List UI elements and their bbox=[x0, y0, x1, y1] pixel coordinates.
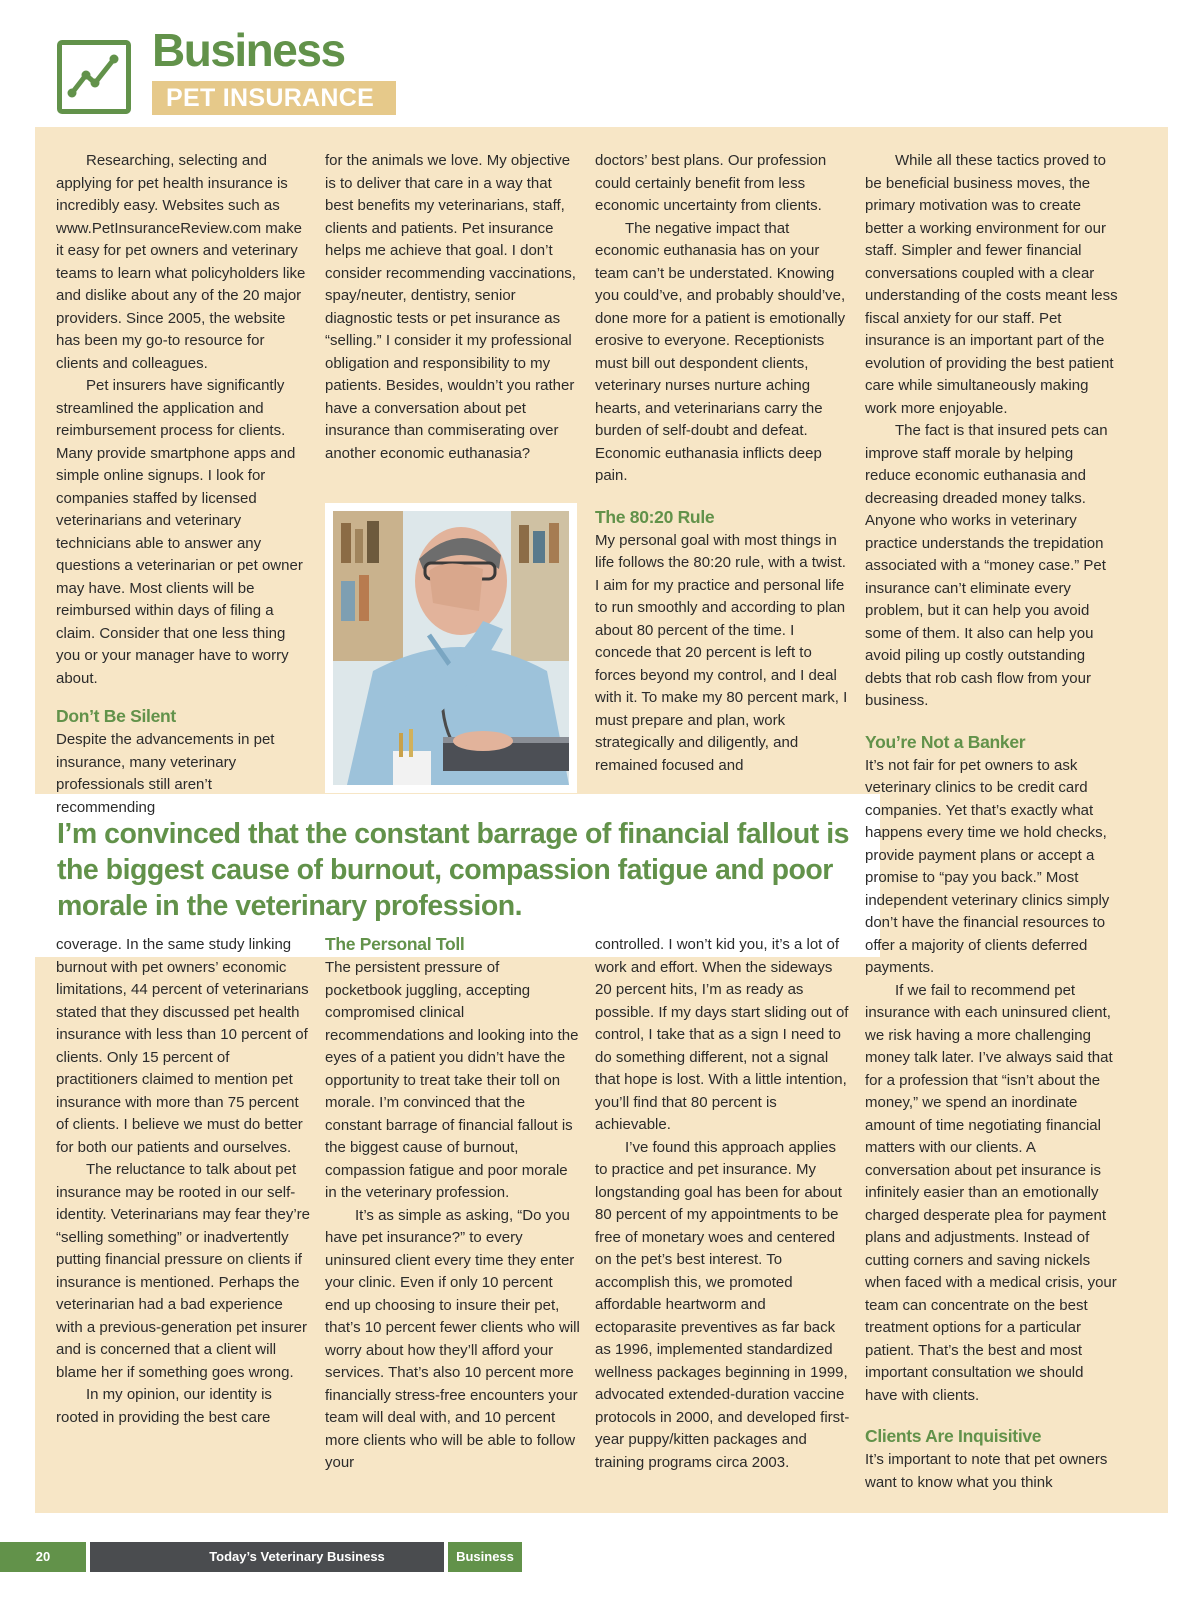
paragraph: The reluctance to talk about pet insurance may be rooted in our self-identity. Veterinarians may fear they’re “selling something” or inadvertently putting financial pressure on clients if insurance is mentioned. Perhaps the veterinarian had a bad experience with a previous-generation pet insurer and is concerned that a client will blame her if something goes wrong. bbox=[56, 1161, 311, 1381]
column-1-bottom bbox=[56, 934, 311, 1470]
paragraph: While all these tactics proved to be beneficial business moves, the primary motivation was to create better a working environment for our staff. Simpler and fewer financial conversations coupled with a clear understanding of the costs meant less fiscal anxiety for our staff. Pet insurance is an important part of the evolution of providing the best patient care while simultaneously making work more enjoyable. bbox=[865, 152, 1118, 417]
paragraph: I’ve found this approach applies to practice and pet insurance. My longstanding goal has been for about 80 percent of my appointments to be free of monetary woes and centered on the pet’s best interest. To accomplish this, we promoted affordable heartworm and ectoparasite preventives as far back as 1996, implemented standardized wellness packages beginning in 1999, advocated extended-duration vaccine protocols in 2000, and developed first-year puppy/kitten packages and training programs circa 2003. bbox=[595, 1138, 850, 1471]
pull-quote: I’m convinced that the constant barrage of financial fallout is the biggest cause of burnout, compassion fatigue and poor morale in the veterinary profession. bbox=[57, 818, 849, 922]
paragraph: The negative impact that economic euthanasia has on your team can’t be understated. Knowing you could’ve, and probably should’ve, done more for a patient is emotionally erosive to everyone. Receptionists must bill out despondent clients, veterinary nurses nurture aching hearts, and veterinarians carry the burden of self-doubt and defeat. Economic euthanasia inflicts deep pain. bbox=[595, 219, 846, 484]
paragraph: It’s as simple as asking, “Do you have pet insurance?” to every uninsured client every time they enter your clinic. Even if only 10 percent end up choosing to insure their pet, that’s 10 percent fewer clients who will worry about how they’ll afford your services. That’s also 10 percent more financially stress-free encounters your team will deal with, and 10 percent more clients who will be able to follow your bbox=[325, 1206, 580, 1471]
column-4 bbox=[865, 150, 1118, 1491]
column-3-top bbox=[595, 150, 850, 774]
rising-chart-icon bbox=[57, 40, 131, 114]
paragraph: coverage. In the same study linking burnout with pet owners’ economic limitations, 44 percent of veterinarians stated that they discussed pet health insurance with less than 10 percent of clients. Only 15 percent of practitioners claimed to mention pet insurance with more than 75 percent of clients. I believe we must do better for both our patients and ourselves. bbox=[56, 936, 309, 1156]
section-title: Business bbox=[152, 24, 345, 76]
paragraph: controlled. I won’t kid you, it’s a lot of work and effort. When the sideways 20 percent hits, I’m as ready as possible. If my days start sliding out of control, I take that as a sign I need to do something different, not a signal that hope is lost. With a little intention, you’ll find that 80 percent is achievable. bbox=[595, 936, 849, 1133]
footer-section-label: Business bbox=[448, 1542, 522, 1572]
paragraph: for the animals we love. My objective is to deliver that care in a way that best benefits my veterinarians, staff, clients and patients. Pet insurance helps me achieve that goal. I don’t consider recommending vaccinations, spay/neuter, dentistry, senior diagnostic tests or pet insurance as “selling.” I consider it my professional obligation and responsibility to my patients. Besides, wouldn’t you rather have a conversation about pet insurance than commiserating over another economic euthanasia? bbox=[325, 152, 576, 462]
page-number: 20 bbox=[0, 1542, 86, 1572]
column-2-top bbox=[325, 150, 580, 480]
subheading-personal-toll: The Personal Toll bbox=[325, 934, 465, 954]
paragraph: The fact is that insured pets can improve staff morale by helping reduce economic euthanasia and decreasing dreaded money talks. Anyone who works in veterinary practice understands the trepidation associated with a “money case.” Pet insurance can’t eliminate every problem, but it can help you avoid some of them. It also can help you avoid piling up costly outstanding debts that rob cash flow from your business. bbox=[865, 422, 1108, 709]
paragraph: doctors’ best plans. Our profession could certainly benefit from less economic uncertainty from clients. bbox=[595, 152, 827, 214]
magazine-name: Today’s Veterinary Business bbox=[90, 1542, 444, 1572]
paragraph: If we fail to recommend pet insurance with each uninsured client, we risk having a more challenging money talk later. I’ve always said that for a profession that “isn’t about the money,” we spend an inordinate amount of time negotiating financial matters with our clients. A conversation about pet insurance is infinitely easier than an emotionally charged desperate plea for payment plans and adjustments. Instead of cutting corners and saving nickels when faced with a medical crisis, your team can concentrate on the best treatment options for a particular patient. That’s the best and most important consultation we should have with clients. bbox=[865, 981, 1117, 1404]
paragraph: It’s not fair for pet owners to ask veterinary clinics to be credit card companies. Yet that’s exactly what happens every time we hold checks, provide payment plans or accept a promise to “pay you back.” Most independent veterinary clinics simply don’t have the financial resources to offer a majority of clients deferred payments. bbox=[865, 756, 1110, 976]
column-1-top bbox=[56, 150, 311, 816]
paragraph: Despite the advancements in pet insurance, many veterinary professionals still aren’t recommending bbox=[56, 731, 275, 816]
paragraph: My personal goal with most things in life follows the 80:20 rule, with a twist. I aim for my practice and personal life to run smoothly and according to plan about 80 percent of the time. I concede that 20 percent is left to forces beyond my control, and I deal with it. To make my 80 percent mark, I must prepare and plan, work strategically and diligently, and remained focused and bbox=[595, 531, 848, 774]
paragraph: Researching, selecting and applying for pet health insurance is incredibly easy. Websites such as www.PetInsuranceReview.com make it easy for pet owners and veterinary teams to learn what policyholders like and dislike about any of the 20 major providers. Since 2005, the website has been my go-to resource for clients and colleagues. bbox=[56, 152, 306, 372]
subheading-80-20-rule: The 80:20 Rule bbox=[595, 506, 715, 527]
paragraph: Pet insurers have significantly streamlined the application and reimbursement process for clients. Many provide smartphone apps and simple online signups. I look for companies staffed by licensed veterinarians and veterinary technicians able to answer any questions a veterinarian or pet owner may have. Most clients will be reimbursed within days of filing a claim. Consider that one less thing you or your manager have to worry about. bbox=[56, 377, 303, 687]
column-2-bottom bbox=[325, 932, 580, 1470]
subheading-dont-be-silent: Don’t Be Silent bbox=[56, 706, 176, 726]
column-3-bottom bbox=[595, 934, 850, 1470]
paragraph: It’s important to note that pet owners want to know what you think bbox=[865, 1451, 1108, 1491]
subheading-clients-inquisitive: Clients Are Inquisitive bbox=[865, 1426, 1042, 1446]
section-subtitle: PET INSURANCE bbox=[152, 81, 396, 115]
paragraph: In my opinion, our identity is rooted in providing the best care bbox=[56, 1386, 272, 1426]
stressed-veterinarian-photo bbox=[325, 503, 577, 793]
paragraph: The persistent pressure of pocketbook juggling, accepting compromised clinical recommendations and looking into the eyes of a patient you didn’t have the opportunity to treat take their toll on morale. I’m convinced that the constant barrage of financial fallout is the biggest cause of burnout, compassion fatigue and poor morale in the veterinary profession. bbox=[325, 959, 579, 1201]
subheading-not-a-banker: You’re Not a Banker bbox=[865, 731, 1026, 752]
